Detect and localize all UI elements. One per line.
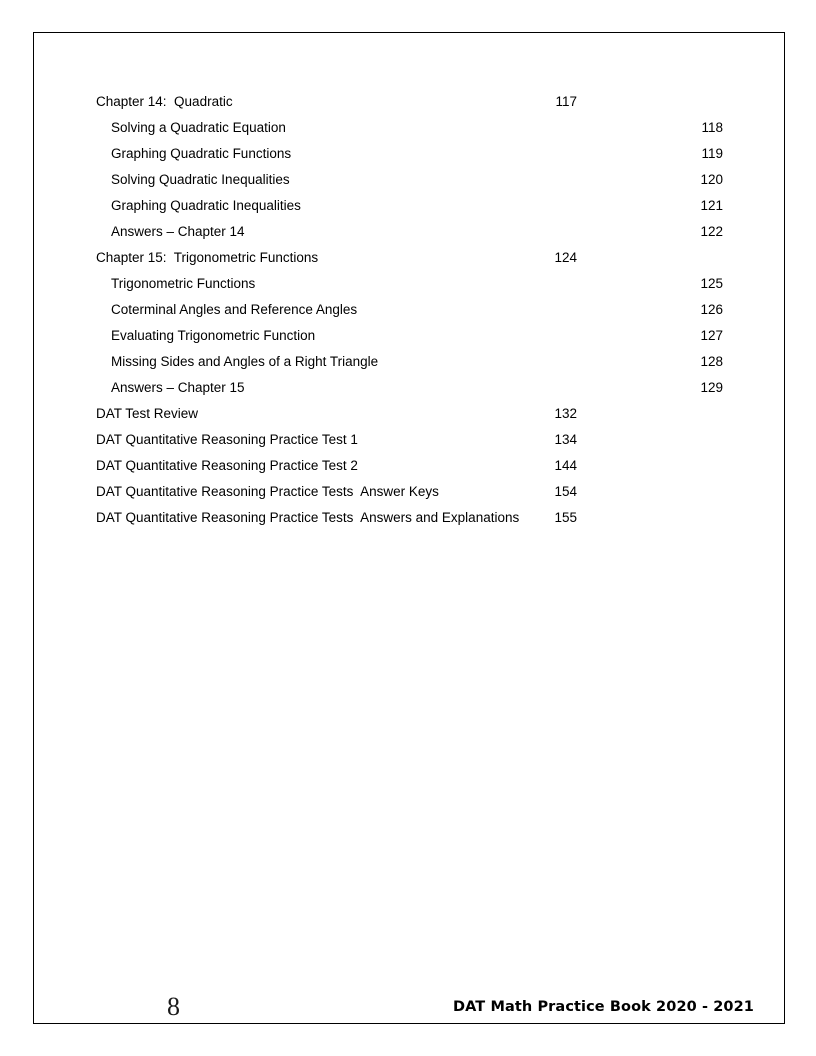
toc-entry-title: Missing Sides and Angles of a Right Triangle xyxy=(111,354,379,369)
toc-entry-title: Evaluating Trigonometric Function xyxy=(111,328,316,343)
toc-entry-page-number: 124 xyxy=(554,250,577,265)
toc-leader-dots xyxy=(378,353,700,367)
toc-entry-title: Solving Quadratic Inequalities xyxy=(111,172,294,187)
toc-entry-page-number: 118 xyxy=(701,120,723,135)
toc-entry[interactable] xyxy=(111,219,723,245)
toc-entry-title: Chapter 14: Quadratic xyxy=(96,94,233,109)
toc-leader-dots xyxy=(233,93,556,107)
toc-entry[interactable] xyxy=(96,245,577,271)
toc-entry-title: Graphing Quadratic Functions xyxy=(111,146,295,161)
page-footer xyxy=(67,988,816,1038)
toc-entry-page-number: 155 xyxy=(554,510,577,525)
toc-entry-page-number: 125 xyxy=(700,276,723,291)
toc-entry-page-number: 117 xyxy=(555,94,577,109)
toc-entry-title: DAT Quantitative Reasoning Practice Test 2 xyxy=(96,458,362,473)
toc-entry-page-number: 144 xyxy=(554,458,577,473)
footer-book-title: DAT Math Practice Book 2020 - 2021 xyxy=(452,999,754,1015)
toc-entry-title: Coterminal Angles and Reference Angles xyxy=(111,302,358,317)
toc-entry[interactable] xyxy=(111,193,723,219)
toc-entry-page-number: 132 xyxy=(554,406,577,421)
toc-entry[interactable] xyxy=(96,401,577,427)
toc-entry-page-number: 122 xyxy=(700,224,723,239)
toc-entry[interactable] xyxy=(111,115,723,141)
toc-leader-dots xyxy=(519,509,554,523)
toc-entry[interactable] xyxy=(96,427,577,453)
toc-leader-dots xyxy=(202,405,555,419)
toc-leader-dots xyxy=(362,457,555,471)
toc-entry-title: Trigonometric Functions xyxy=(111,276,256,291)
toc-leader-dots xyxy=(248,379,700,393)
toc-entry-title: Solving a Quadratic Equation xyxy=(111,120,286,135)
toc-entry[interactable] xyxy=(96,89,577,115)
toc-entry[interactable] xyxy=(111,167,723,193)
toc-entry-title: DAT Quantitative Reasoning Practice Tests Answer Keys xyxy=(96,484,439,499)
toc-entry[interactable] xyxy=(96,505,577,531)
toc-entry-title: Graphing Quadratic Inequalities xyxy=(111,198,301,213)
toc-leader-dots xyxy=(357,301,700,315)
toc-entry-title: Answers – Chapter 15 xyxy=(111,380,249,395)
toc-entry[interactable] xyxy=(96,479,577,505)
toc-entry[interactable] xyxy=(111,141,723,167)
toc-entry-title: DAT Quantitative Reasoning Practice Tests Answers and Explanations xyxy=(96,510,520,525)
toc-leader-dots xyxy=(301,197,701,211)
table-of-contents xyxy=(96,89,756,531)
toc-entry-title: Chapter 15: Trigonometric Functions xyxy=(96,250,322,265)
toc-entry-page-number: 120 xyxy=(700,172,723,187)
toc-entry[interactable] xyxy=(111,375,723,401)
toc-entry-page-number: 121 xyxy=(700,198,723,213)
toc-leader-dots xyxy=(255,275,700,289)
toc-entry-page-number: 127 xyxy=(700,328,723,343)
toc-entry-page-number: 134 xyxy=(554,432,577,447)
toc-leader-dots xyxy=(315,327,700,341)
toc-leader-dots xyxy=(248,223,700,237)
toc-entry-title: Answers – Chapter 14 xyxy=(111,224,249,239)
toc-entry[interactable] xyxy=(111,297,723,323)
footer-page-number: 8 xyxy=(167,992,180,1021)
toc-entry-page-number: 154 xyxy=(554,484,577,499)
toc-entry-page-number: 119 xyxy=(701,146,723,161)
page-sheet xyxy=(33,32,785,1024)
toc-leader-dots xyxy=(286,119,702,133)
toc-entry[interactable] xyxy=(111,323,723,349)
toc-leader-dots xyxy=(295,145,702,159)
toc-leader-dots xyxy=(439,483,555,497)
toc-entry-title: DAT Test Review xyxy=(96,406,202,421)
toc-entry[interactable] xyxy=(96,453,577,479)
toc-entry-title: DAT Quantitative Reasoning Practice Test 1 xyxy=(96,432,362,447)
toc-leader-dots xyxy=(293,171,700,185)
toc-entry-page-number: 126 xyxy=(700,302,723,317)
toc-entry-page-number: 129 xyxy=(700,380,723,395)
toc-entry-page-number: 128 xyxy=(700,354,723,369)
toc-leader-dots xyxy=(322,249,555,263)
toc-entry[interactable] xyxy=(111,271,723,297)
toc-entry[interactable] xyxy=(111,349,723,375)
toc-leader-dots xyxy=(362,431,555,445)
